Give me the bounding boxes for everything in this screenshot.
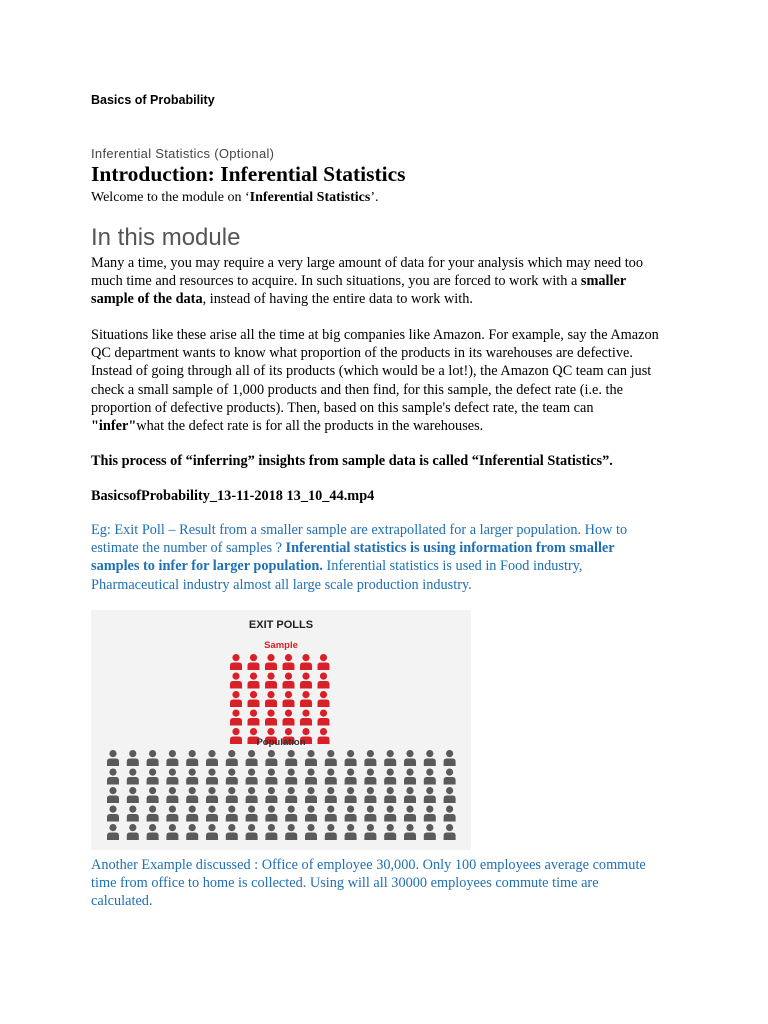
population-person-icon <box>424 806 436 822</box>
population-person-icon <box>424 769 436 785</box>
population-person-icon <box>166 750 178 766</box>
population-person-icon <box>325 750 337 766</box>
population-person-icon <box>186 750 198 766</box>
population-person-icon <box>166 824 178 840</box>
population-person-icon <box>226 806 238 822</box>
population-person-icon <box>305 769 317 785</box>
sample-person-icon <box>230 691 242 707</box>
population-person-icon <box>285 750 297 766</box>
population-person-icon <box>424 824 436 840</box>
document-title: Basics of Probability <box>91 93 215 107</box>
p5-bold: Inferential statistics is using information from smaller samples to infer for larger population. <box>91 540 615 575</box>
population-person-icon <box>305 750 317 766</box>
population-person-icon <box>444 750 456 766</box>
paragraph-definition <box>91 452 663 470</box>
population-person-icon <box>265 750 277 766</box>
figure-sample-label: Sample <box>264 640 298 651</box>
population-person-icon <box>147 806 159 822</box>
population-person-icon <box>246 806 258 822</box>
paragraph-amazon <box>91 326 663 435</box>
population-person-icon <box>127 824 139 840</box>
population-person-icon <box>404 806 416 822</box>
population-person-icon <box>147 787 159 803</box>
population-person-icon <box>107 769 119 785</box>
p5-text-b: Inferential statistics is used in Food industry, Pharmaceutical industry almost all large scale production industry. <box>91 558 583 593</box>
sample-person-icon <box>300 691 312 707</box>
population-person-icon <box>424 787 436 803</box>
sample-person-icon <box>283 673 295 689</box>
sample-person-icon <box>318 710 330 726</box>
sample-person-icon <box>300 654 312 670</box>
welcome-suffix: ’. <box>370 190 379 205</box>
population-person-icon <box>325 787 337 803</box>
paragraph-exit-poll <box>91 521 663 594</box>
p5-text-a: Eg: Exit Poll – Result from a smaller sample are extrapollated for a larger population. How to estimate the number of samples ? <box>91 522 628 557</box>
sample-person-icon <box>318 673 330 689</box>
welcome-line <box>91 190 379 206</box>
p2-bold: "infer" <box>91 418 137 435</box>
population-person-icon <box>444 824 456 840</box>
sample-person-icon <box>300 710 312 726</box>
intro-heading: Introduction: Inferential Statistics <box>91 162 406 186</box>
population-person-icon <box>364 824 376 840</box>
population-person-icon <box>127 750 139 766</box>
population-person-icon <box>305 806 317 822</box>
sample-person-icon <box>230 673 242 689</box>
population-person-icon <box>384 750 396 766</box>
population-person-icon <box>404 787 416 803</box>
population-person-icon <box>107 806 119 822</box>
population-person-icon <box>265 806 277 822</box>
module-heading: In this module <box>91 224 241 251</box>
population-person-icon <box>107 824 119 840</box>
section-label: Inferential Statistics (Optional) <box>91 146 275 161</box>
sample-person-icon <box>248 691 260 707</box>
population-person-icon <box>226 750 238 766</box>
population-person-icon <box>345 824 357 840</box>
sample-person-icon <box>265 673 277 689</box>
population-person-icon <box>444 806 456 822</box>
population-person-icon <box>166 806 178 822</box>
population-person-icon <box>206 806 218 822</box>
population-person-icon <box>364 806 376 822</box>
p1-bold: smaller sample of the data <box>91 273 626 308</box>
figure-population-label: Population <box>256 737 306 748</box>
population-person-icon <box>127 787 139 803</box>
population-person-icon <box>325 769 337 785</box>
sample-person-icon <box>300 673 312 689</box>
population-person-icon <box>345 806 357 822</box>
population-person-icon <box>246 750 258 766</box>
population-person-icon <box>107 787 119 803</box>
sample-person-icon <box>283 691 295 707</box>
population-person-icon <box>345 769 357 785</box>
population-person-icon <box>186 806 198 822</box>
figure-title: EXIT POLLS <box>248 619 314 631</box>
welcome-prefix: Welcome to the module on ‘ <box>91 190 250 205</box>
population-person-icon <box>444 787 456 803</box>
population-person-icon <box>186 824 198 840</box>
population-person-icon <box>265 769 277 785</box>
population-person-icon <box>166 769 178 785</box>
population-person-icon <box>147 769 159 785</box>
population-person-icon <box>364 787 376 803</box>
paragraph-another-example: Another Example discussed : Office of employee 30,000. Only 100 employees average commute time from office to home is collected. Using will all 30000 employees commute time are calculated. <box>91 857 646 910</box>
population-person-icon <box>246 787 258 803</box>
population-person-icon <box>147 824 159 840</box>
sample-person-icon <box>265 654 277 670</box>
population-person-icon <box>325 806 337 822</box>
sample-person-icon <box>230 710 242 726</box>
p4-bold: BasicsofProbability_13-11-2018 13_10_44.mp4 <box>91 488 375 504</box>
population-person-icon <box>147 750 159 766</box>
sample-person-icon <box>230 654 242 670</box>
population-person-icon <box>384 806 396 822</box>
sample-person-icon <box>318 654 330 670</box>
population-person-icon <box>384 787 396 803</box>
population-person-icon <box>226 787 238 803</box>
p2-text-a: Situations like these arise all the time at big companies like Amazon. For example, say the Amazon QC department wants to know what proportion of the products in its warehouses are defective. Instead of going through all of its products (which would be a lot!), the Amazon QC team can just check a small sample of 1,000 products and then find, for this sample, the defect rate (i.e. the proportion of defective products). Then, based on this sample's defect rate, the team can <box>91 327 659 416</box>
sample-person-icon <box>248 673 260 689</box>
population-person-icon <box>226 769 238 785</box>
population-person-icon <box>364 769 376 785</box>
sample-person-icon <box>265 691 277 707</box>
population-person-icon <box>107 750 119 766</box>
population-person-icon <box>285 769 297 785</box>
population-person-icon <box>364 750 376 766</box>
p2-text-b: what the defect rate is for all the products in the warehouses. <box>136 418 484 435</box>
population-person-icon <box>285 824 297 840</box>
population-person-icon <box>206 824 218 840</box>
population-person-icon <box>285 806 297 822</box>
paragraph-intro <box>91 254 663 309</box>
population-person-icon <box>127 769 139 785</box>
population-person-icon <box>265 787 277 803</box>
population-person-icon <box>246 824 258 840</box>
population-person-icon <box>305 824 317 840</box>
exit-polls-figure <box>91 610 471 850</box>
population-person-icon <box>226 824 238 840</box>
population-person-icon <box>384 769 396 785</box>
population-person-icon <box>186 769 198 785</box>
population-person-icon <box>404 750 416 766</box>
population-person-icon <box>206 750 218 766</box>
population-person-icon <box>404 769 416 785</box>
population-person-icon <box>345 787 357 803</box>
sample-person-icon <box>283 710 295 726</box>
population-person-icon <box>404 824 416 840</box>
population-person-icon <box>206 787 218 803</box>
population-person-icon <box>325 824 337 840</box>
sample-person-icon <box>248 710 260 726</box>
population-person-icon <box>265 824 277 840</box>
population-person-icon <box>166 787 178 803</box>
population-person-icon <box>127 806 139 822</box>
population-person-icon <box>345 750 357 766</box>
population-person-icon <box>285 787 297 803</box>
population-person-icon <box>444 769 456 785</box>
sample-person-icon <box>265 710 277 726</box>
sample-person-icon <box>248 654 260 670</box>
p1-text-a: Many a time, you may require a very large amount of data for your analysis which may need too much time and resources to acquire. In such situations, you are forced to work with a <box>91 255 643 290</box>
population-person-icon <box>305 787 317 803</box>
welcome-bold: Inferential Statistics <box>249 190 371 205</box>
population-person-icon <box>424 750 436 766</box>
p3-bold: This process of “inferring” insights from sample data is called “Inferential Statistics”. <box>91 453 613 469</box>
population-person-icon <box>206 769 218 785</box>
p1-text-b: , instead of having the entire data to work with. <box>202 291 473 308</box>
population-person-icon <box>186 787 198 803</box>
population-person-icon <box>384 824 396 840</box>
population-person-icon <box>246 769 258 785</box>
video-filename <box>91 487 663 505</box>
sample-person-icon <box>283 654 295 670</box>
sample-person-icon <box>318 691 330 707</box>
